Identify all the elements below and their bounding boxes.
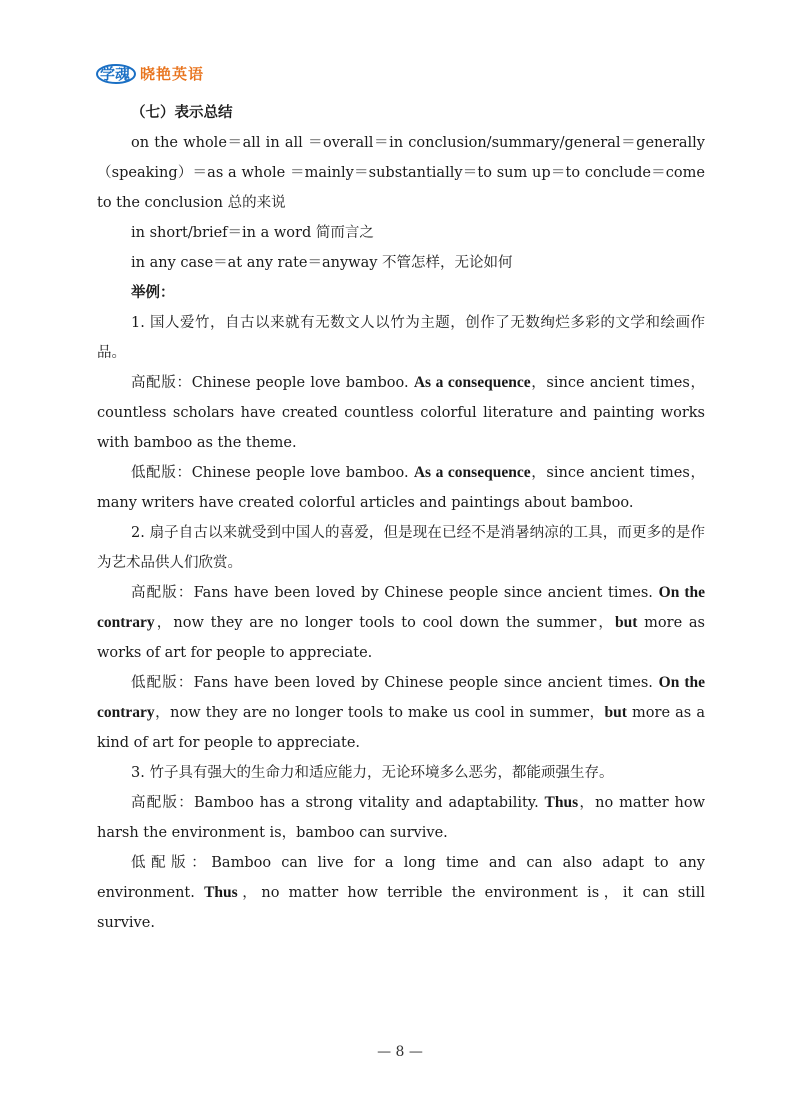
example-low-version: 低配版：Chinese people love bamboo. As a consequence，since ancient times，many writers have created colorful articles and paintings about bamboo. xyxy=(97,464,705,511)
low-label: 低配版： xyxy=(131,675,194,691)
bold-connector: Thus xyxy=(204,884,238,901)
low-label: 低配版： xyxy=(131,855,212,871)
example-prompt: 3. 竹子具有强大的生命力和适应能力，无论环境多么恶劣，都能顽强生存。 xyxy=(131,765,614,781)
bold-connector: On the contrary xyxy=(97,674,705,721)
logo-mark-icon xyxy=(96,61,136,85)
page-content xyxy=(97,98,705,938)
example-prompt: 1. 国人爱竹，自古以来就有无数文人以竹为主题，创作了无数绚烂多彩的文学和绘画作品。 xyxy=(97,315,705,361)
examples-label: 举例： xyxy=(131,285,175,301)
low-label: 低配版： xyxy=(131,465,192,481)
bold-connector: but xyxy=(604,704,627,721)
brand-logo xyxy=(96,60,204,86)
example-low-version: 低配版：Fans have been loved by Chinese people since ancient times. On the contrary，now they are no longer tools to make us cool in summer，but more as a kind of art for people to appreciate. xyxy=(97,674,705,751)
example-prompt: 2. 扇子自古以来就受到中国人的喜爱，但是现在已经不是消暑纳凉的工具，而更多的是作为艺术品供人们欣赏。 xyxy=(97,525,705,571)
bold-connector: On the contrary xyxy=(97,584,705,631)
logo-mark-text: 学魂 xyxy=(100,65,131,83)
bold-connector: but xyxy=(615,614,638,631)
logo-text: 晓艳英语 xyxy=(140,64,205,83)
section-heading: （七）表示总结 xyxy=(131,105,233,121)
bold-connector: As a consequence xyxy=(413,464,531,481)
high-label: 高配版： xyxy=(131,585,194,601)
example-low-version: 低配版：Bamboo can live for a long time and can also adapt to any environment. Thus，no matter how terrible the environment is，it can still survive. xyxy=(97,855,705,931)
phrase-line: in short/brief＝in a word 简而言之 xyxy=(131,225,374,241)
high-label: 高配版： xyxy=(131,375,192,391)
example-high-version: 高配版：Chinese people love bamboo. As a consequence，since ancient times，countless scholars have created countless colorful literature and painting works with bamboo as the theme. xyxy=(97,374,705,451)
bold-connector: Thus xyxy=(544,794,579,811)
example-high-version: 高配版：Bamboo has a strong vitality and adaptability. Thus，no matter how harsh the environment is，bamboo can survive. xyxy=(97,794,706,841)
page-number: — 8 — xyxy=(377,1044,423,1060)
phrase-line: on the whole＝all in all ＝overall＝in conclusion/summary/general＝generally（speaking）＝as a whole ＝mainly＝substantially＝to sum up＝to conclude＝come to the conclusion 总的来说 xyxy=(97,135,705,211)
bold-connector: As a consequence xyxy=(413,374,531,391)
phrase-line: in any case＝at any rate＝anyway 不管怎样，无论如何 xyxy=(131,255,513,271)
high-label: 高配版： xyxy=(131,795,195,811)
example-high-version: 高配版：Fans have been loved by Chinese people since ancient times. On the contrary，now they are no longer tools to cool down the summer，but more as works of art for people to appreciate. xyxy=(97,584,705,661)
